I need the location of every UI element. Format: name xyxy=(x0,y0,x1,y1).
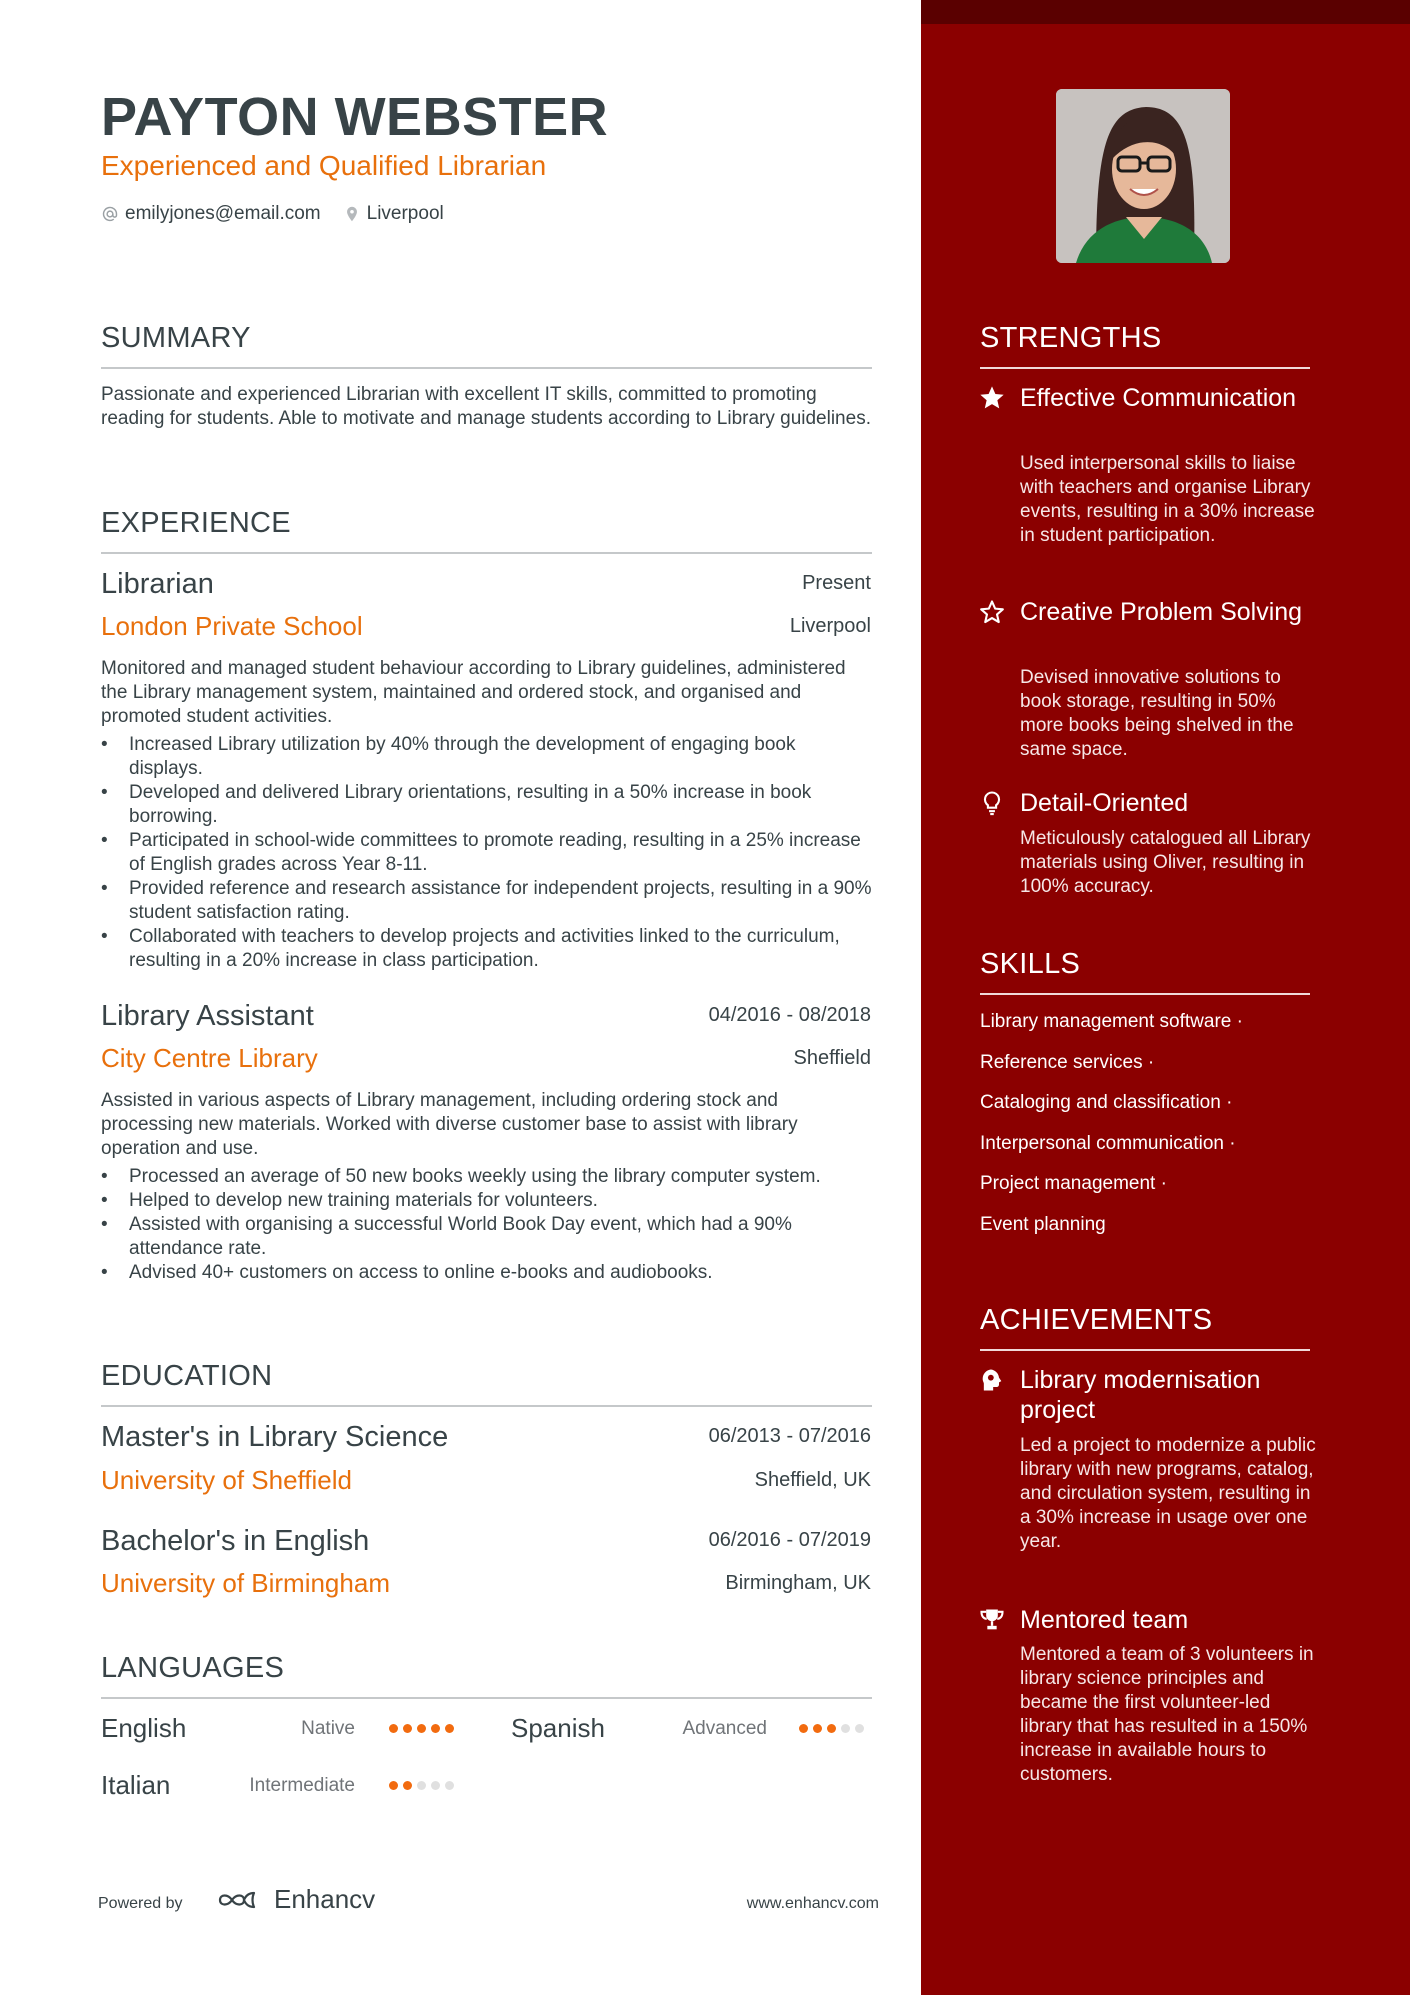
sidebar-top-bar xyxy=(921,0,1410,24)
bullet-item: • Helped to develop new training materials for volunteers. xyxy=(101,1189,872,1213)
rating-dot-filled xyxy=(813,1724,822,1733)
rating-dot-filled xyxy=(389,1724,398,1733)
brand-name: Enhancv xyxy=(274,1884,376,1914)
bullet-item: • Increased Library utilization by 40% through the development of engaging book displays. xyxy=(101,733,872,781)
skill-item: Project management · xyxy=(980,1173,1167,1194)
location-contact xyxy=(343,203,444,225)
strength-description: Used interpersonal skills to liaise with teachers and organise Library events, resulting in a 30% increase in student participation. xyxy=(1020,453,1315,546)
rating-dot-empty xyxy=(417,1781,426,1790)
location-text: Liverpool xyxy=(366,203,444,224)
achievements-title: ACHIEVEMENTS xyxy=(980,1304,1213,1336)
language-name: Spanish xyxy=(511,1713,605,1743)
footer-url[interactable]: www.enhancv.com xyxy=(746,1895,879,1912)
language-name: Italian xyxy=(101,1770,171,1800)
experience-divider xyxy=(101,552,872,554)
enhancv-logo[interactable] xyxy=(216,1884,375,1915)
rating-dot-filled xyxy=(799,1724,808,1733)
location-pin-icon xyxy=(343,205,361,223)
degree: Master's in Library Science xyxy=(101,1421,449,1453)
strengths-divider xyxy=(980,367,1310,369)
education-location: Sheffield, UK xyxy=(754,1469,871,1491)
bullet-item: • Developed and delivered Library orientations, resulting in a 50% increase in book borrowing. xyxy=(101,781,872,829)
skill-item: Reference services · xyxy=(980,1052,1155,1073)
email-text: emilyjones@email.com xyxy=(125,203,321,224)
strength-title: Detail-Oriented xyxy=(1020,789,1189,817)
job-bullets xyxy=(101,733,872,973)
strengths-title: STRENGTHS xyxy=(980,322,1162,354)
education-date: 06/2013 - 07/2016 xyxy=(708,1425,871,1447)
bullet-item: • Processed an average of 50 new books weekly using the library computer system. xyxy=(101,1165,872,1189)
education-divider xyxy=(101,1405,872,1407)
language-rating xyxy=(799,1724,864,1733)
job-description: Assisted in various aspects of Library management, including ordering stock and processing new materials. Worked with diverse customer base to assist with library operation and use. xyxy=(101,1090,798,1159)
education-location: Birmingham, UK xyxy=(725,1572,871,1594)
job-bullets xyxy=(101,1165,872,1285)
job-location: Liverpool xyxy=(789,615,871,637)
summary-divider xyxy=(101,367,872,369)
summary-title: SUMMARY xyxy=(101,322,251,354)
brain-head-icon xyxy=(978,1366,1006,1394)
job-location: Sheffield xyxy=(793,1047,871,1069)
languages-divider xyxy=(101,1697,872,1699)
profile-photo xyxy=(1056,89,1230,263)
language-level: Advanced xyxy=(682,1718,767,1739)
skill-label: Project management xyxy=(980,1173,1156,1194)
contact-info xyxy=(101,203,444,225)
rating-dot-filled xyxy=(417,1724,426,1733)
rating-dot-filled xyxy=(431,1724,440,1733)
portrait-image xyxy=(1056,89,1230,263)
language-rating xyxy=(389,1724,454,1733)
language-name: English xyxy=(101,1713,187,1743)
skills-divider xyxy=(980,993,1310,995)
bullet-item: • Provided reference and research assistance for independent projects, resulting in a 90% student satisfaction rating. xyxy=(101,877,872,925)
skill-item: Cataloging and classification · xyxy=(980,1092,1233,1113)
strength-description: Devised innovative solutions to book storage, resulting in 50% more books being shelved in the same space. xyxy=(1020,667,1294,760)
skills-title: SKILLS xyxy=(980,948,1081,980)
summary-text: Passionate and experienced Librarian with excellent IT skills, committed to promoting reading for students. Able to motivate and manage students according to Library guidelines. xyxy=(101,384,871,429)
star-outline-icon xyxy=(978,598,1006,626)
candidate-name: PAYTON WEBSTER xyxy=(101,87,609,147)
degree: Bachelor's in English xyxy=(101,1525,370,1557)
skill-item: Library management software · xyxy=(980,1011,1243,1032)
email-contact[interactable] xyxy=(101,203,321,225)
achievement-description: Led a project to modernize a public library with new programs, catalog, and circulation system, resulting in a 30% increase in usage over one year. xyxy=(1020,1435,1316,1552)
skill-label: Library management software xyxy=(980,1011,1232,1032)
skill-label: Event planning xyxy=(980,1214,1106,1235)
powered-by-label: Powered by xyxy=(98,1895,183,1912)
at-icon xyxy=(101,205,119,223)
rating-dot-filled xyxy=(827,1724,836,1733)
job-role: Librarian xyxy=(101,568,214,600)
job-date: 04/2016 - 08/2018 xyxy=(708,1004,871,1026)
job-company: London Private School xyxy=(101,611,363,641)
job-role: Library Assistant xyxy=(101,1000,314,1032)
strength-title: Creative Problem Solving xyxy=(1020,598,1303,626)
rating-dot-filled xyxy=(445,1724,454,1733)
achievement-description: Mentored a team of 3 volunteers in library science principles and became the first volunteer-led library that has resulted in a 150% increase in available hours to customers. xyxy=(1020,1644,1314,1785)
rating-dot-filled xyxy=(389,1781,398,1790)
languages-title: LANGUAGES xyxy=(101,1652,285,1684)
rating-dot-empty xyxy=(855,1724,864,1733)
rating-dot-empty xyxy=(445,1781,454,1790)
job-date: Present xyxy=(802,572,871,594)
experience-title: EXPERIENCE xyxy=(101,507,291,539)
star-filled-icon xyxy=(978,384,1006,412)
skill-label: Interpersonal communication xyxy=(980,1133,1224,1154)
bullet-item: • Advised 40+ customers on access to online e-books and audiobooks. xyxy=(101,1261,872,1285)
bullet-item: • Collaborated with teachers to develop projects and activities linked to the curriculum, resulting in a 20% increase in class participation. xyxy=(101,925,872,973)
rating-dot-filled xyxy=(403,1781,412,1790)
job-description: Monitored and managed student behaviour according to Library guidelines, administered the Library management system, maintained and ordered stock, and organised and promoted student activities. xyxy=(101,658,846,727)
school: University of Birmingham xyxy=(101,1568,390,1598)
rating-dot-filled xyxy=(403,1724,412,1733)
rating-dot-empty xyxy=(431,1781,440,1790)
skill-label: Cataloging and classification xyxy=(980,1092,1221,1113)
job-company: City Centre Library xyxy=(101,1043,318,1073)
education-title: EDUCATION xyxy=(101,1360,273,1392)
skill-label: Reference services xyxy=(980,1052,1143,1073)
achievement-title: Mentored team xyxy=(1020,1606,1189,1634)
strength-description: Meticulously catalogued all Library materials using Oliver, resulting in 100% accuracy. xyxy=(1020,828,1311,897)
language-rating xyxy=(389,1781,454,1790)
strength-title: Effective Communication xyxy=(1020,384,1297,412)
school: University of Sheffield xyxy=(101,1465,352,1495)
enhancv-logo-icon xyxy=(216,1887,264,1913)
lightbulb-icon xyxy=(978,789,1006,817)
language-level: Intermediate xyxy=(249,1775,355,1796)
trophy-icon xyxy=(978,1606,1006,1634)
headline: Experienced and Qualified Librarian xyxy=(101,150,547,181)
language-level: Native xyxy=(301,1718,355,1739)
education-date: 06/2016 - 07/2019 xyxy=(708,1529,871,1551)
skill-item: Interpersonal communication · xyxy=(980,1133,1236,1154)
achievements-divider xyxy=(980,1349,1310,1351)
skill-item xyxy=(980,1214,1106,1236)
rating-dot-empty xyxy=(841,1724,850,1733)
bullet-item: • Participated in school-wide committees to promote reading, resulting in a 25% increase of English grades across Year 8-11. xyxy=(101,829,872,877)
achievement-title: Library modernisation project xyxy=(1020,1366,1261,1424)
bullet-item: • Assisted with organising a successful World Book Day event, which had a 90% attendance rate. xyxy=(101,1213,872,1261)
